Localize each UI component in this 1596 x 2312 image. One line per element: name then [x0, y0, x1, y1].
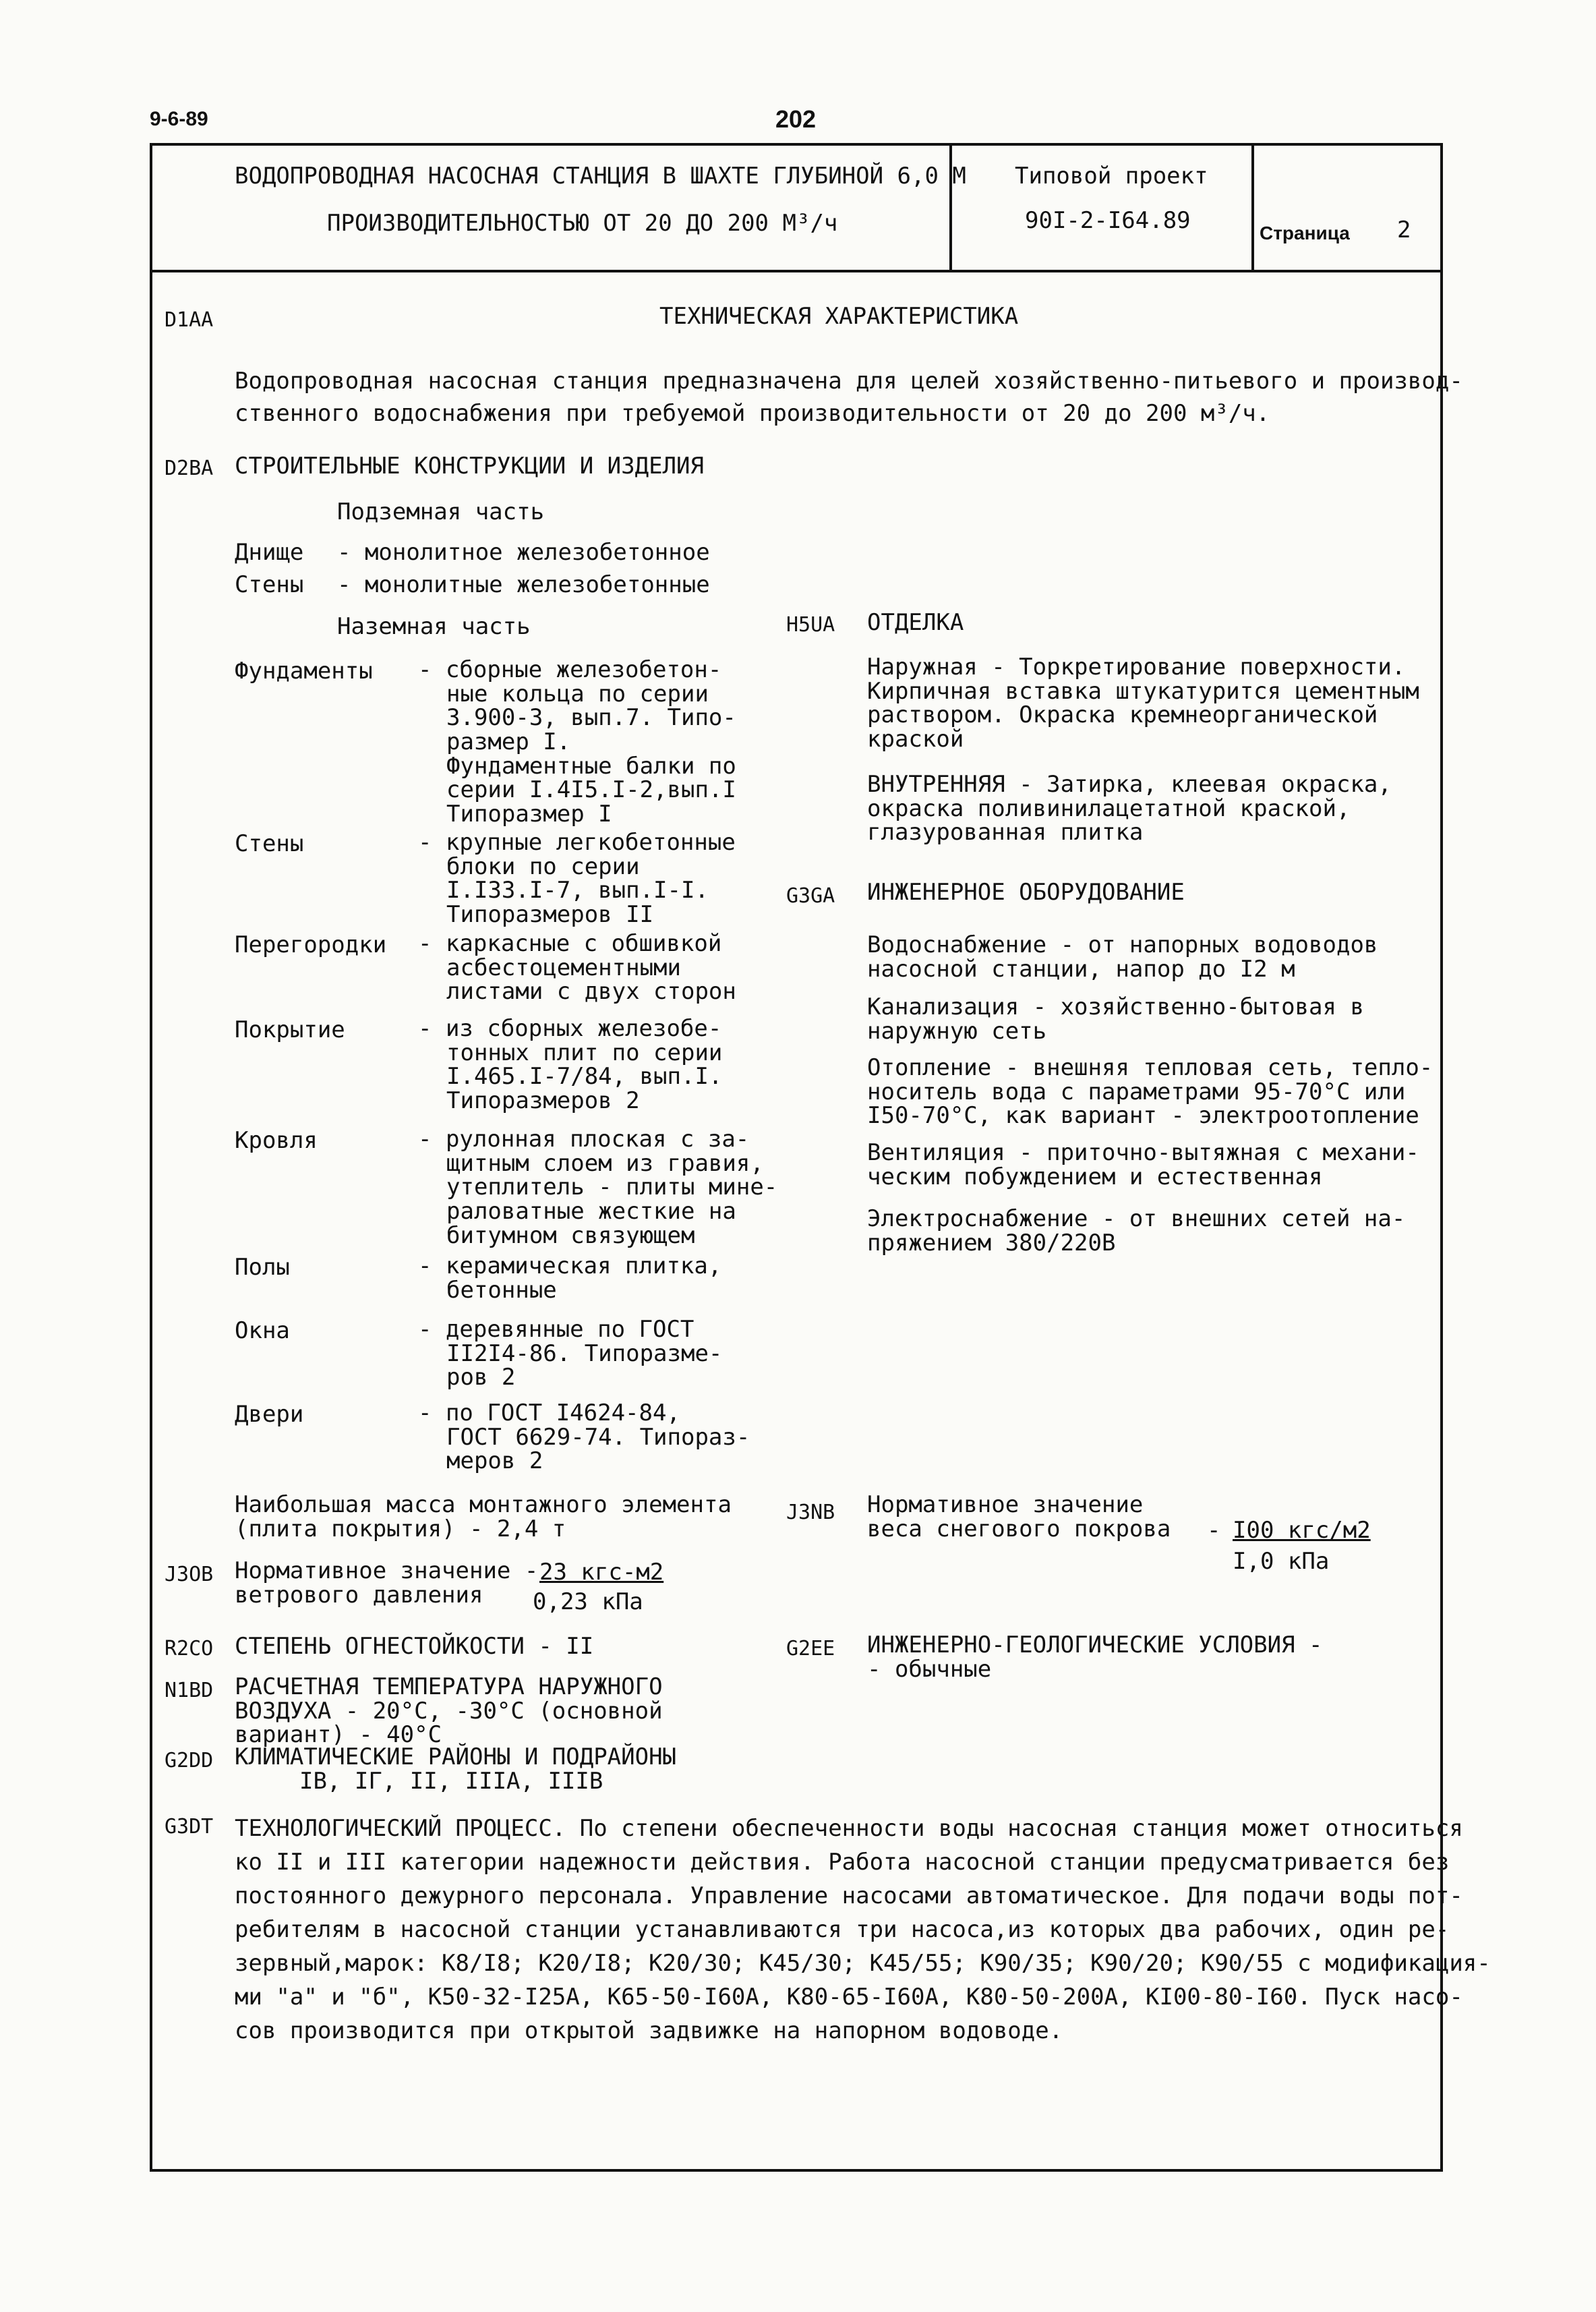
underground-name: Днище	[235, 539, 304, 566]
section-code-climate: G2DD	[165, 1749, 214, 1772]
equipment-heading: ИНЖЕНЕРНОЕ ОБОРУДОВАНИЕ	[867, 879, 1185, 906]
fire-resistance: СТЕПЕНЬ ОГНЕСТОЙКОСТИ - II	[235, 1633, 594, 1660]
project-number: 90I-2-I64.89	[1025, 207, 1191, 234]
sheet-label: Страница	[1260, 223, 1350, 243]
element-description: - крупные легкобетонные блоки по серии I.I33.I-7, вып.I-I. Типоразмеров II	[418, 829, 736, 929]
aboveground-label: Наземная часть	[337, 613, 531, 640]
project-label: Типовой проект	[1015, 163, 1208, 190]
equipment-heating: Отопление - внешняя тепловая сеть, тепло- носитель вода с параметрами 95-70°С или I50-70°С, как вариант - электроотопление	[867, 1054, 1434, 1130]
section-code-temperature: N1BD	[165, 1679, 214, 1702]
intro-line-1: Водопроводная насосная станция предназначена для целей хозяйственно-питьевого и производ-	[235, 368, 1463, 395]
underground-value: - монолитное железобетонное	[337, 539, 710, 566]
wind-pressure-value: 23 кгс-м2	[539, 1559, 664, 1586]
equipment-sewer: Канализация - хозяйственно-бытовая в наружную сеть	[867, 993, 1364, 1045]
section-code-wind: J3OB	[165, 1563, 214, 1586]
section-code-process: G3DT	[165, 1815, 214, 1839]
element-name: Фундаменты	[235, 658, 373, 685]
section-code-fire: R2CO	[165, 1637, 214, 1660]
underground-name: Стены	[235, 571, 304, 598]
finish-heading: ОТДЕЛКА	[867, 609, 964, 636]
element-description: - каркасные с обшивкой асбестоцементными листами с двух сторон	[418, 930, 736, 1006]
equipment-power: Электроснабжение - от внешних сетей на- пряжением 380/220В	[867, 1205, 1406, 1256]
process-paragraph: ТЕХНОЛОГИЧЕСКИЙ ПРОЦЕСС. По степени обеспеченности воды насосная станция может относиться ко II и III категории надежности действия. Работа насосной станции предусматривается без постоянного дежурного персонала. Управление насосами автоматическое. Для подачи воды пот- ребителям в насосной станции устанавливаются три насоса,из которых два рабочих, один ре- зервный,марок: К8/I8; К20/I8; К20/30; К45/30; К45/55; К90/35; К90/20; К90/55 с модификация- ми "а" и "б", К50-32-I25А, К65-50-I60А, К80-65-I60А, К80-50-200А, КI00-80-I60. Пуск насо- сов производится при открытой задвижке на напорном водоводе.	[235, 1815, 1491, 2044]
snow-load-kpa: I,0 кПа	[1233, 1548, 1330, 1575]
snow-load-value: I00 кгс/м2	[1233, 1517, 1371, 1544]
finish-outer: Наружная - Торкретирование поверхности. Кирпичная вставка штукатурится цементным раствором. Окраска кремнеорганической краской	[867, 654, 1419, 753]
equipment-ventilation: Вентиляция - приточно-вытяжная с механи- ческим побуждением и естественная	[867, 1139, 1419, 1190]
title-line-1: ВОДОПРОВОДНАЯ НАСОСНАЯ СТАНЦИЯ В ШАХТЕ ГЛУБИНОЙ 6,0 М	[235, 163, 966, 190]
snow-load-dash: -	[1207, 1517, 1221, 1544]
page-number: 202	[775, 105, 817, 133]
section-code-finish: H5UA	[786, 613, 835, 637]
element-name: Стены	[235, 830, 304, 857]
element-description: - из сборных железобе- тонных плит по серии I.465.I-7/84, вып.I. Типоразмеров 2	[418, 1015, 723, 1115]
element-description: - керамическая плитка, бетонные	[418, 1252, 722, 1304]
geology-conditions: ИНЖЕНЕРНО-ГЕОЛОГИЧЕСКИЕ УСЛОВИЯ - - обычные	[867, 1631, 1323, 1683]
element-name: Покрытие	[235, 1016, 345, 1043]
design-temperature: РАСЧЕТНАЯ ТЕМПЕРАТУРА НАРУЖНОГО ВОЗДУХА - 20°С, -30°С (основной вариант) - 40°С	[235, 1673, 663, 1749]
element-name: Перегородки	[235, 931, 387, 958]
section-code-equipment: G3GA	[786, 884, 835, 908]
title-block-bottom-line	[150, 270, 1443, 272]
title-line-2: ПРОИЗВОДИТЕЛЬНОСТЬЮ ОТ 20 ДО 200 М³/ч	[327, 210, 838, 237]
element-name: Окна	[235, 1317, 290, 1344]
finish-inner: ВНУТРЕННЯЯ - Затирка, клеевая окраска, окраска поливинилацетатной краской, глазурованная плитка	[867, 771, 1392, 846]
intro-line-2: ственного водоснабжения при требуемой производительности от 20 до 200 м³/ч.	[235, 400, 1270, 427]
sheet-number: 2	[1397, 216, 1411, 243]
section-code-snow: J3NB	[786, 1501, 835, 1524]
element-name: Полы	[235, 1254, 290, 1281]
section-code-geology: G2EE	[786, 1637, 835, 1660]
element-name: Двери	[235, 1401, 304, 1428]
element-name: Кровля	[235, 1127, 318, 1154]
section-code-main: D1AA	[165, 308, 214, 332]
element-description: - рулонная плоская с за- щитным слоем из гравия, утеплитель - плиты мине- раловатные жесткие на битумном связующем	[418, 1126, 778, 1249]
max-element-mass: Наибольшая масса монтажного элемента (плита покрытия) - 2,4 т	[235, 1491, 732, 1542]
doc-code: 9-6-89	[150, 108, 208, 130]
climate-regions: КЛИМАТИЧЕСКИЕ РАЙОНЫ И ПОДРАЙОНЫ IВ, IГ, II, IIIА, IIIВ	[235, 1743, 677, 1795]
main-heading: ТЕХНИЧЕСКАЯ ХАРАКТЕРИСТИКА	[659, 303, 1019, 330]
wind-pressure-kpa: 0,23 кПа	[533, 1588, 643, 1615]
wind-pressure-label: Нормативное значение - ветрового давления	[235, 1557, 539, 1609]
title-block-divider-2	[1251, 143, 1254, 272]
underground-label: Подземная часть	[337, 498, 545, 525]
element-description: - сборные железобетон- ные кольца по серии 3.900-3, вып.7. Типо- размер I. Фундаментные балки по серии I.4I5.I-2,вып.I Типоразмер I	[418, 656, 736, 828]
element-description: - деревянные по ГОСТ II2I4-86. Типоразме- ров 2	[418, 1316, 723, 1391]
construction-heading: СТРОИТЕЛЬНЫЕ КОНСТРУКЦИИ И ИЗДЕЛИЯ	[235, 453, 704, 480]
equipment-water: Водоснабжение - от напорных водоводов насосной станции, напор до I2 м	[867, 931, 1378, 983]
underground-value: - монолитные железобетонные	[337, 571, 710, 598]
snow-load-label: Нормативное значение веса снегового покрова	[867, 1491, 1171, 1542]
element-description: - по ГОСТ I4624-84, ГОСТ 6629-74. Типораз- меров 2	[418, 1399, 750, 1475]
section-code-construction: D2BA	[165, 457, 214, 480]
